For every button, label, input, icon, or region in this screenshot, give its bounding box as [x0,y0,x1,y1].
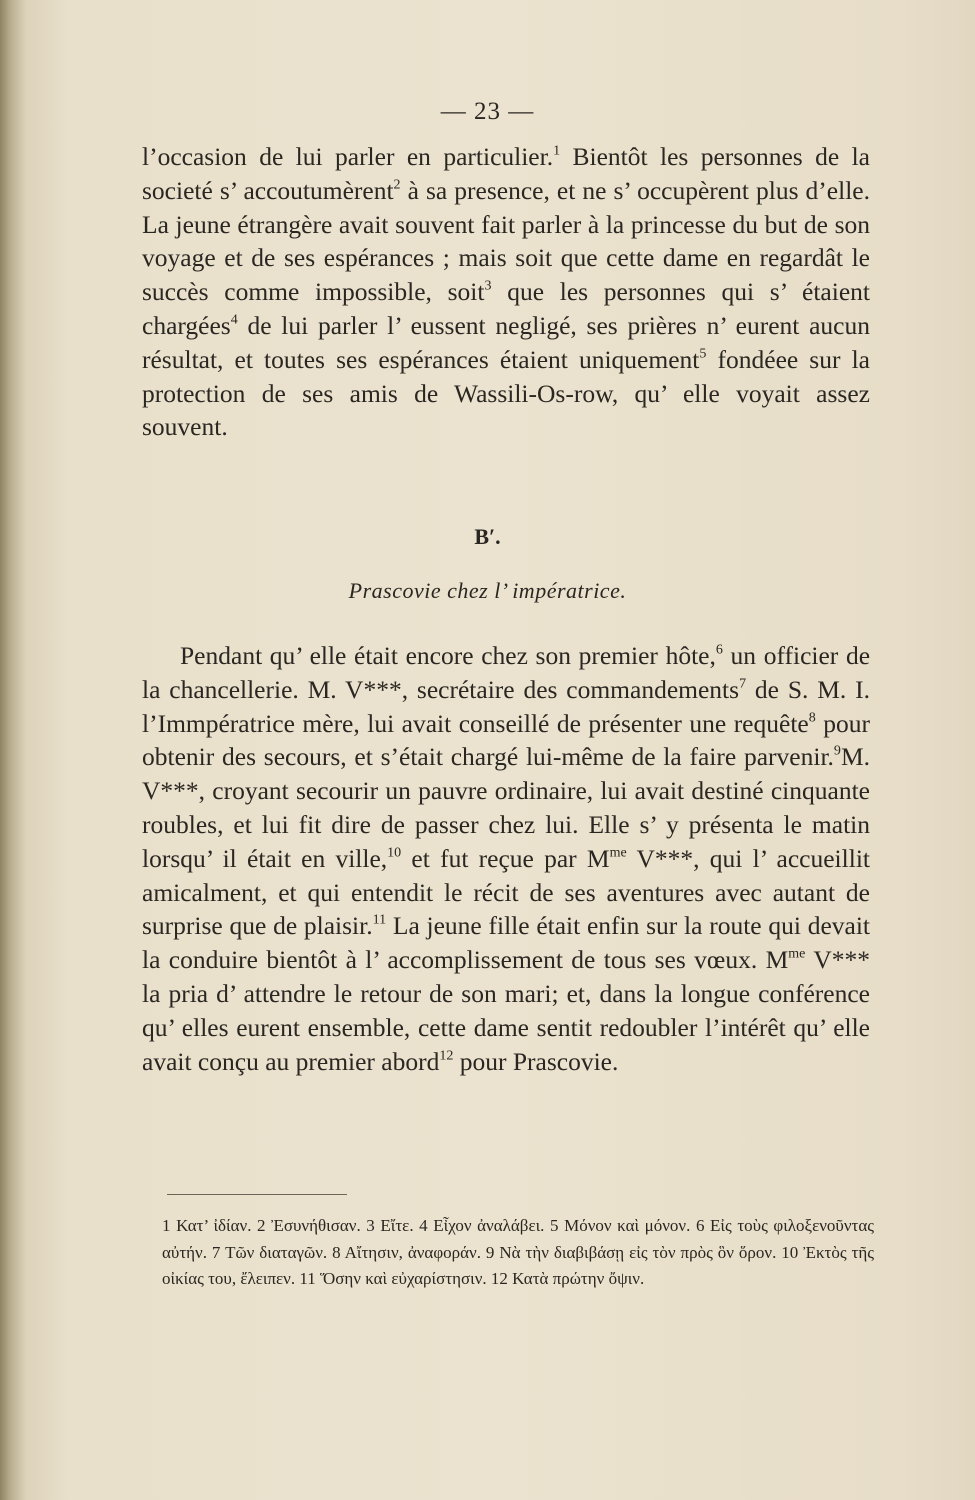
footnote-ref: 8 [808,710,816,726]
footnote-ref: 11 [372,912,387,928]
text-run: l’occasion de lui parler en particulier. [142,142,554,171]
footnote-ref: 3 [484,278,492,294]
text-run: V*** la pria d’ attendre le retour de son mari; et, dans la longue conférence qu’ elles eurent ensemble, cette dame sentit redoubler l’intérêt qu’ elle avait conçu au premier abord [142,945,870,1076]
text-run: pour obtenir des secours, et s’était chargé lui-même de la faire parvenir. [142,708,870,772]
footnote-ref: 9 [833,743,841,759]
page-number: — 23 — [440,98,535,125]
superscript-abbrev: me [788,946,806,962]
text-run: Pendant qu’ elle était encore chez son premier hôte, [180,641,716,670]
text-run: fondéee sur la protection de ses amis de Wassili-Os-row, qu’ elle voyait assez souvent. [142,344,870,442]
text-run: pour Prascovie. [453,1046,619,1076]
text-run: que les personnes qui s’ étaient chargées [142,277,870,340]
footnote-ref: 5 [699,346,707,362]
superscript-abbrev: me [609,845,627,861]
text-run: V***, qui l’ accueillit amicalment, et qui entendit le récit de ses aventures avec autant de surprise que de plaisir. [142,843,870,941]
footnote-divider [167,1194,347,1195]
text-run: et fut reçue par M [401,843,610,873]
text-run: de S. M. I. l’Immpératrice mère, lui avait conseillé de présenter une requête [142,674,870,738]
paragraph-2 [142,639,870,1078]
footnote-ref: 10 [387,845,402,861]
footnote-ref: 4 [230,312,238,328]
footnote-ref: 12 [439,1048,454,1064]
footnote-ref: 7 [739,676,747,692]
text-run: M. V***, croyant secourir un pauvre ordinaire, lui avait destiné cinquante roubles, et lui fit dire de passer chez lui. Elle s’ y présenta le matin lorsqu’ il était en ville, [142,742,870,873]
footnote-ref: 2 [393,177,401,193]
text-run: à sa presence, et ne s’ occupèrent plus d’elle. La jeune étrangère avait souvent fait parler à la princesse du but de son voyage et de ses espérances ; mais soit que cette dame en regardât le succès comme impossible, soit [142,175,870,307]
text-run: La jeune fille était enfin sur la route qui devait la conduire bientôt à l’ accomplissement de tous ses vœux. M [142,911,870,975]
text-run: un officier de la chancellerie. M. V***, secrétaire des commandements [142,641,871,704]
paragraph-1 [142,140,870,444]
text-run: de lui parler l’ eussent negligé, ses prières n’ eurent aucun résultat, et toutes ses espérances étaient uniquement [142,310,870,374]
footnotes: 1 Κατ’ ἰδίαν. 2 Ἐσυνήθισαν. 3 Εἴτε. 4 Εἶχον ἀναλάβει. 5 Μόνον καὶ μόνον. 6 Εἰς τοὺς φιλοξενοῦντας αὐτήν. 7 Τῶν διαταγῶν. 8 Αἴτησιν, ἀναφοράν. 9 Νὰ τὴν διαβιβάσῃ εἰς τὸν πρὸς ὃν ὅρον. 10 Ἐκτὸς τῆς οἰκίας του, ἔλειπεν. 11 Ὅσην καὶ εὐχαρίστησιν. 12 Κατὰ πρώτην ὄψιν. [162,1216,874,1288]
footnote-ref: 6 [715,642,723,658]
section-title: Prascovie chez l’ impératrice. [348,578,627,603]
text-run: Bientôt les personnes de la societé s’ accoutumèrent [142,142,871,205]
section-mark: B′. [474,524,501,549]
footnote-ref: 1 [553,143,561,159]
